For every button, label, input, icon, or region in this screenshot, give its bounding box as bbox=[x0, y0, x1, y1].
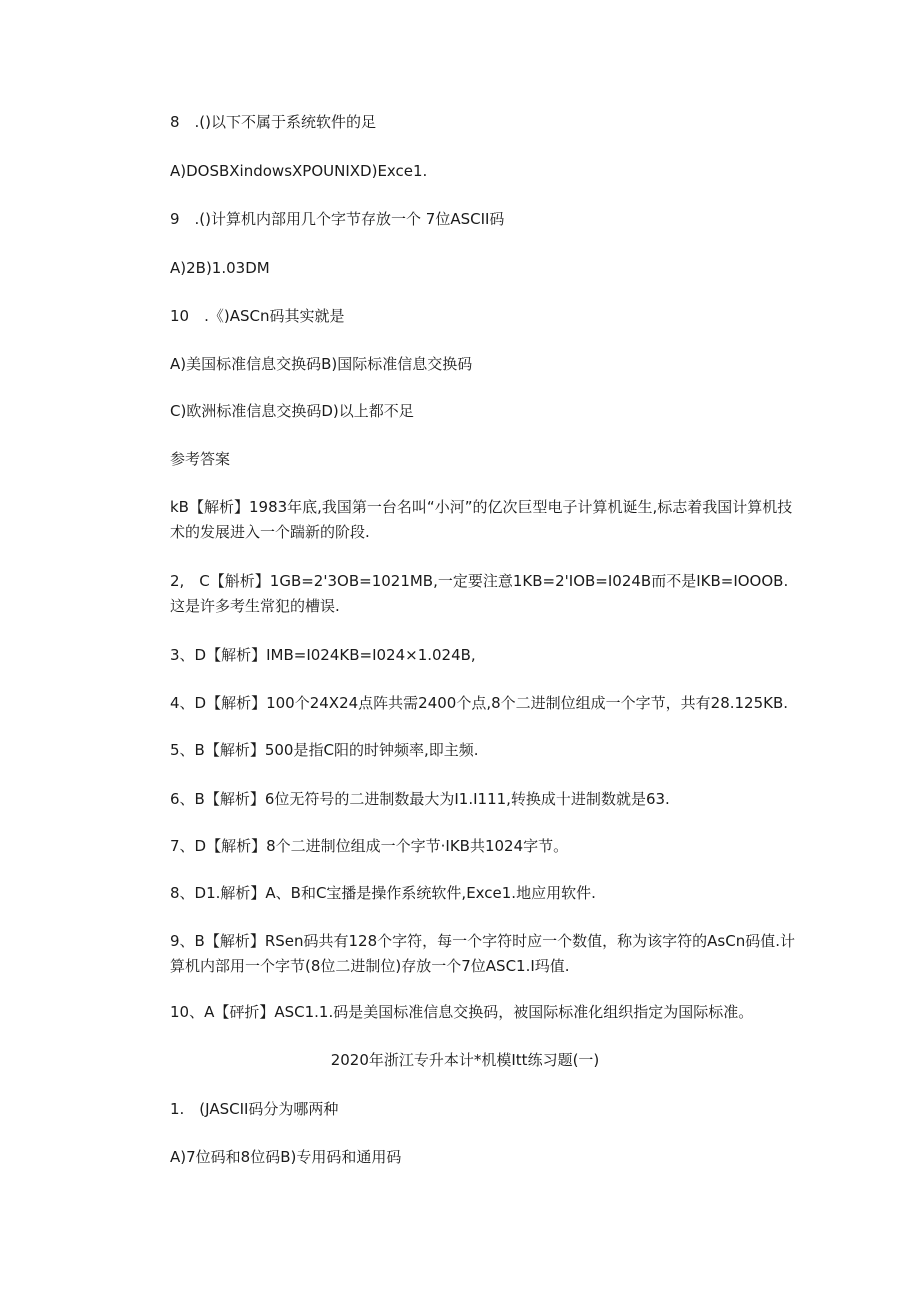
question-1-options: A)7位码和8位码B)专用码和通用码 bbox=[170, 1148, 402, 1166]
question-1: 1. (JASCII码分为哪两种 bbox=[170, 1100, 339, 1118]
question-8: 8 .()以下不属于系统软件的足 bbox=[170, 113, 377, 131]
answer-4: 4、D【解析】100个24X24点阵共需2400个点,8个二进制位组成一个字节，共有28.125KB. bbox=[170, 694, 789, 712]
question-10-options-ab: A)美国标准信息交换码B)国际标准信息交换码 bbox=[170, 355, 473, 373]
question-9-options: A)2B)1.03DM bbox=[170, 259, 270, 277]
answers-heading: 参考答案 bbox=[170, 450, 231, 468]
question-10: 10 .《)ASCn码其实就是 bbox=[170, 307, 345, 325]
answer-6: 6、B【解析】6位无符号的二进制数最大为I1.I111,转换成十进制数就是63. bbox=[170, 790, 670, 808]
answer-7: 7、D【解析】8个二进制位组成一个字节·IKB共1024字节。 bbox=[170, 837, 569, 855]
question-8-options: A)DOSBXindowsXPOUNIXD)Exce1. bbox=[170, 162, 428, 180]
answer-5: 5、B【解析】500是指C阳的时钟频率,即主频. bbox=[170, 741, 479, 759]
answer-2: 2, C【斛析】1GB=2'3OB=1021MB,一定要注意1KB=2'IOB=I024B而不是IKB=IOOOB.这是许多考生常犯的槽误. bbox=[170, 572, 789, 615]
question-9: 9 .()计算机内部用几个字节存放一个 7位ASCII码 bbox=[170, 210, 505, 228]
answer-10: 10、A【砰折】ASC1.1.码是美国标准信息交换码，被国际标准化组织指定为国际标准。 bbox=[170, 1003, 754, 1021]
section-title: 2020年浙江专升本计*机模Itt练习题(一) bbox=[330, 1051, 600, 1069]
answer-1: kB【解析】1983年底,我国第一台名叫“小河”的亿次巨型电子计算机诞生,标志着我国计算机技术的发展进入一个踹新的阶段. bbox=[170, 498, 793, 541]
question-10-options-cd: C)欧洲标准信息交换码D)以上都不足 bbox=[170, 402, 414, 420]
answer-3: 3、D【解析】IMB=I024KB=I024×1.024B, bbox=[170, 646, 476, 664]
answer-9: 9、B【解析】RSen码共有128个字符，每一个字符时应一个数值，称为该字符的AsCn码值.计算机内部用一个字节(8位二进制位)存放一个7位ASC1.I玛值. bbox=[170, 932, 795, 975]
answer-8: 8、D1.解析】A、B和C宝播是操作系统软件,Exce1.地应用软件. bbox=[170, 884, 596, 902]
